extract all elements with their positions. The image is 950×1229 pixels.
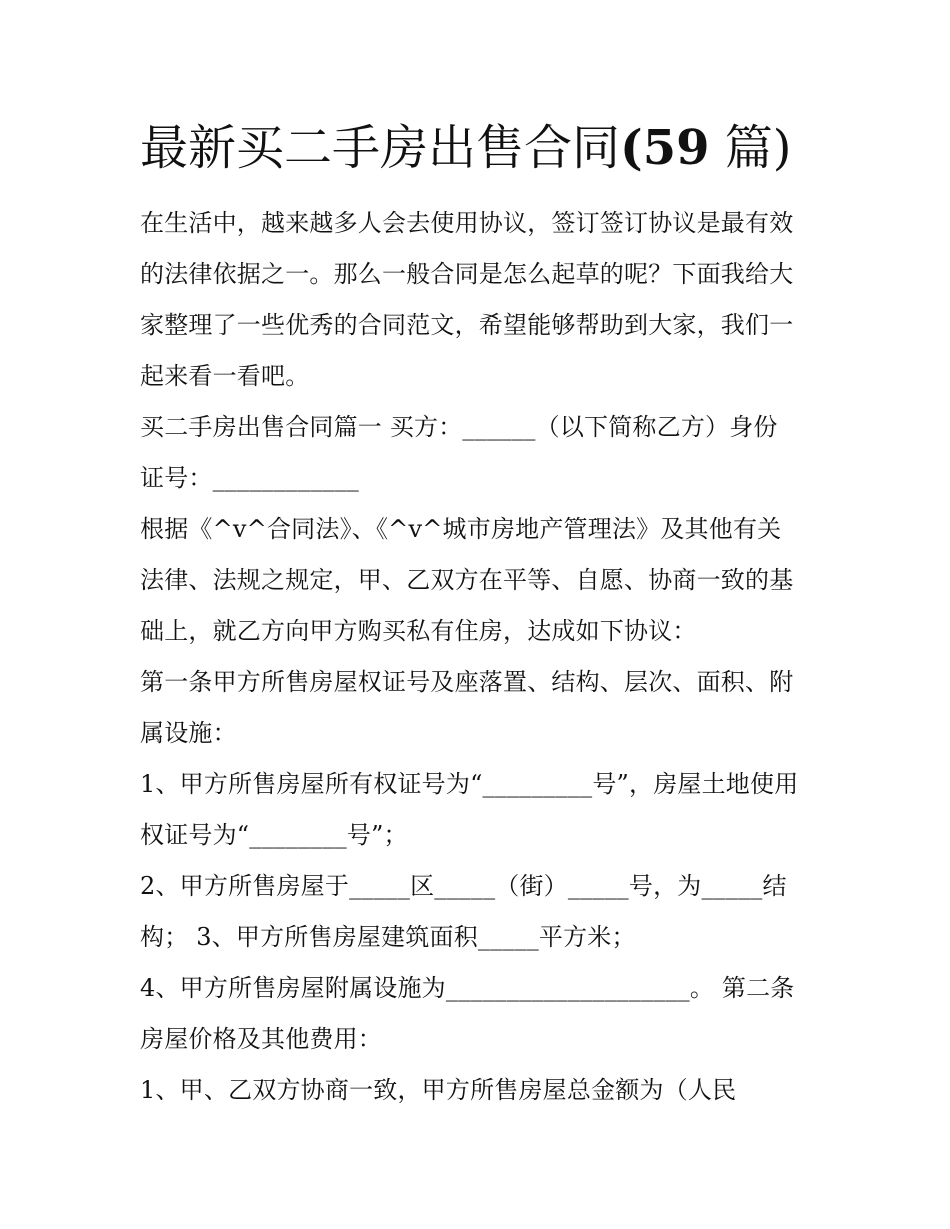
body-line: 家整理了一些优秀的合同范文，希望能够帮助到大家，我们一 [140, 311, 794, 339]
document-body [140, 198, 820, 1116]
body-line: 1、甲、乙双方协商一致，甲方所售房屋总金额为（人民 [140, 1076, 737, 1104]
body-line: 法律、法规之规定，甲、乙双方在平等、自愿、协商一致的基 [140, 566, 794, 594]
body-line: 根据《^v^合同法》、《^v^城市房地产管理法》及其他有关 [140, 515, 782, 543]
body-line: 属设施： [140, 719, 237, 747]
body-line: 1、甲方所售房屋所有权证号为“_________号”，房屋土地使用 [140, 770, 799, 798]
body-line: 2、甲方所售房屋于_____区_____（街）_____号，为_____结 [140, 872, 787, 900]
title-suffix: 篇) [709, 120, 792, 176]
body-line: 第一条甲方所售房屋权证号及座落置、结构、层次、面积、附 [140, 668, 794, 696]
body-line: 起来看一看吧。 [140, 362, 310, 390]
document-title [140, 118, 830, 178]
body-line: 构； 3、甲方所售房屋建筑面积_____平方米； [140, 923, 636, 951]
body-line: 在生活中，越来越多人会去使用协议，签订签订协议是最有效 [140, 209, 794, 237]
body-line: 4、甲方所售房屋附属设施为____________________。 第二条 [140, 974, 795, 1002]
body-line: 房屋价格及其他费用： [140, 1025, 382, 1053]
title-count: (59 [620, 120, 710, 176]
body-line: 证号：____________ [140, 464, 359, 492]
body-line: 的法律依据之一。那么一般合同是怎么起草的呢？下面我给大 [140, 260, 794, 288]
body-line: 买二手房出售合同篇一 买方：______（以下简称乙方）身份 [140, 413, 778, 441]
body-line: 础上，就乙方向甲方购买私有住房，达成如下协议： [140, 617, 697, 645]
body-line: 权证号为“________号”； [140, 821, 408, 849]
title-text: 最新买二手房出售合同 [140, 120, 621, 176]
